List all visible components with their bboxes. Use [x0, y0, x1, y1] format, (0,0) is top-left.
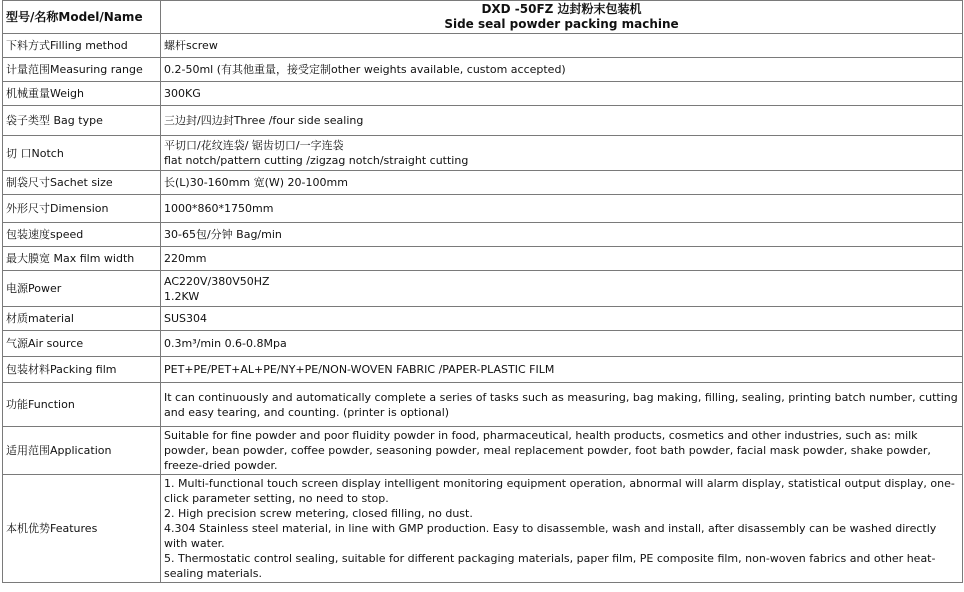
- header-label: 型号/名称Model/Name: [3, 1, 161, 34]
- table-row: [3, 271, 963, 307]
- table-row: [3, 136, 963, 171]
- row-label: 本机优势Features: [3, 475, 161, 583]
- table-row: [3, 427, 963, 475]
- row-label: 制袋尺寸Sachet size: [3, 171, 161, 195]
- table-row: [3, 34, 963, 58]
- table-row: [3, 357, 963, 383]
- table-row: [3, 195, 963, 223]
- notch-line-cn: 平切口/花纹连袋/ 锯齿切口/一字连袋: [164, 139, 344, 152]
- model-title: DXD -50FZ 边封粉末包装机: [481, 2, 642, 16]
- table-row: [3, 58, 963, 82]
- feature-item: 5. Thermostatic control sealing, suitable for different packaging materials, paper film, PE composite film, non-woven fabrics and other heat-sealing materials.: [164, 552, 936, 580]
- row-value: 30-65包/分钟 Bag/min: [161, 223, 963, 247]
- row-label: 包装速度speed: [3, 223, 161, 247]
- table-row: [3, 383, 963, 427]
- row-value: 220mm: [161, 247, 963, 271]
- row-value: [161, 475, 963, 583]
- row-value: 螺杆screw: [161, 34, 963, 58]
- row-value: It can continuously and automatically complete a series of tasks such as measuring, bag making, filling, sealing, printing batch number, cutting and easy tearing, and counting. (printer is optional): [161, 383, 963, 427]
- table-row: [3, 475, 963, 583]
- power-line-kw: 1.2KW: [164, 289, 200, 303]
- header-row: [3, 1, 963, 34]
- row-value: 0.3m³/min 0.6-0.8Mpa: [161, 331, 963, 357]
- spec-table: [2, 0, 963, 583]
- table-row: [3, 82, 963, 106]
- feature-item: 4.304 Stainless steel material, in line with GMP production. Easy to disassemble, wash and install, after disassembly can be washed directly with water.: [164, 522, 937, 550]
- row-label: 电源Power: [3, 271, 161, 307]
- row-value: 长(L)30-160mm 宽(W) 20-100mm: [161, 171, 963, 195]
- row-label: 材质material: [3, 307, 161, 331]
- row-value: 300KG: [161, 82, 963, 106]
- row-value: Suitable for fine powder and poor fluidity powder in food, pharmaceutical, health products, cosmetics and other industries, such as: milk powder, bean powder, coffee powder, seasoning powder, meal replacement powder, foot bath powder, facial mask powder, shake powder, freeze-dried powder.: [161, 427, 963, 475]
- feature-item: 2. High precision screw metering, closed filling, no dust.: [164, 507, 473, 520]
- notch-line-en: flat notch/pattern cutting /zigzag notch/straight cutting: [164, 154, 469, 167]
- row-value: PET+PE/PET+AL+PE/NY+PE/NON-WOVEN FABRIC /PAPER-PLASTIC FILM: [161, 357, 963, 383]
- row-value: 1000*860*1750mm: [161, 195, 963, 223]
- header-title: [161, 1, 963, 34]
- table-row: [3, 331, 963, 357]
- row-value: SUS304: [161, 307, 963, 331]
- row-value: 三边封/四边封Three /four side sealing: [161, 106, 963, 136]
- table-row: [3, 106, 963, 136]
- row-label: 下料方式Filling method: [3, 34, 161, 58]
- row-label: 包装材料Packing film: [3, 357, 161, 383]
- table-row: [3, 247, 963, 271]
- row-label: 功能Function: [3, 383, 161, 427]
- power-line-voltage: AC220V/380V50HZ: [164, 274, 270, 288]
- row-label: 最大膜宽 Max film width: [3, 247, 161, 271]
- table-row: [3, 307, 963, 331]
- feature-item: 1. Multi-functional touch screen display intelligent monitoring equipment operation, abnormal will alarm display, statistical output display, one-click parameter setting, no need to stop.: [164, 477, 955, 505]
- row-label: 袋子类型 Bag type: [3, 106, 161, 136]
- row-value: 0.2-50ml (有其他重量，接受定制other weights available, custom accepted): [161, 58, 963, 82]
- row-label: 气源Air source: [3, 331, 161, 357]
- row-label: 切 口Notch: [3, 136, 161, 171]
- row-value: [161, 271, 963, 307]
- row-label: 机械重量Weigh: [3, 82, 161, 106]
- row-value: [161, 136, 963, 171]
- model-name-en: Side seal powder packing machine: [444, 17, 679, 31]
- row-label: 外形尺寸Dimension: [3, 195, 161, 223]
- table-row: [3, 223, 963, 247]
- row-label: 适用范围Application: [3, 427, 161, 475]
- row-label: 计量范围Measuring range: [3, 58, 161, 82]
- table-row: [3, 171, 963, 195]
